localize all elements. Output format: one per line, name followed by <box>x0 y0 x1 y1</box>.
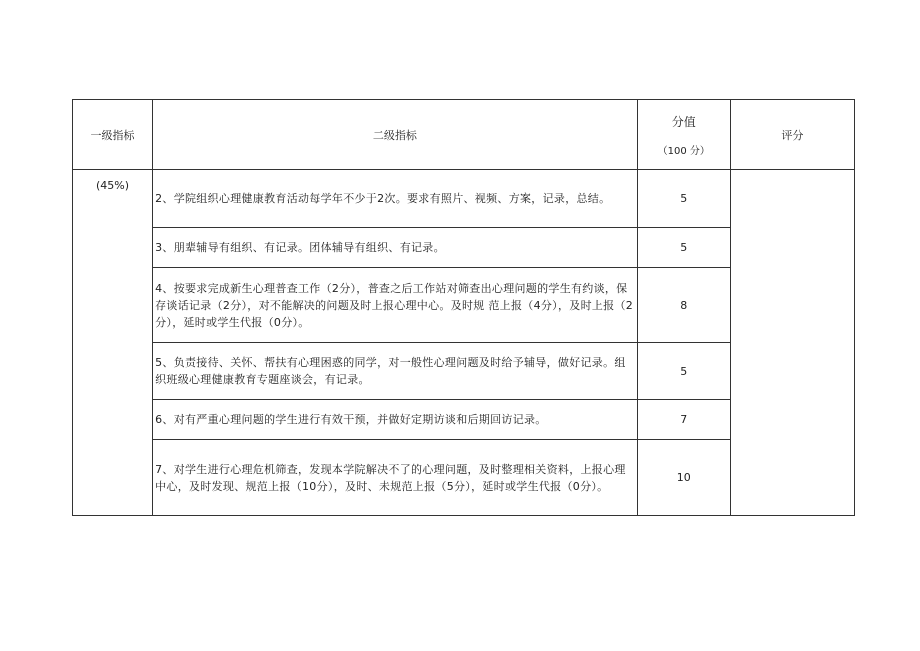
header-row <box>73 100 855 170</box>
header-level2: 二级指标 <box>153 100 638 170</box>
rating-cell[interactable] <box>730 170 854 516</box>
criterion-text: 6、对有严重心理问题的学生进行有效干预，并做好定期访谈和后期回访记录。 <box>153 400 638 440</box>
header-rating: 评分 <box>730 100 854 170</box>
criterion-points: 5 <box>637 228 730 268</box>
header-score <box>637 100 730 170</box>
header-score-label: 分值 <box>671 114 696 129</box>
scoring-table <box>72 99 855 516</box>
criterion-text: 3、朋辈辅导有组织、有记录。团体辅导有组织、有记录。 <box>153 228 638 268</box>
header-level1: 一级指标 <box>73 100 153 170</box>
criterion-text: 4、按要求完成新生心理普查工作（2分），普查之后工作站对筛查出心理问题的学生有约谈，保存谈话记录（2分），对不能解决的问题及时上报心理中心。及时规 范上报（4分），及时上报（2分），延时或学生代报（0分）。 <box>153 268 638 343</box>
criterion-points: 5 <box>637 170 730 228</box>
criterion-text: 5、负责接待、关怀、帮扶有心理困惑的同学，对一般性心理问题及时给予辅导，做好记录。组织班级心理健康教育专题座谈会，有记录。 <box>153 343 638 400</box>
criterion-text: 2、学院组织心理健康教育活动每学年不少于2次。要求有照片、视频、方案，记录，总结。 <box>153 170 638 228</box>
criterion-text: 7、对学生进行心理危机筛查，发现本学院解决不了的心理问题，及时整理相关资料，上报心理中心，及时发现、规范上报（10分），及时、未规范上报（5分），延时或学生代报（0分）。 <box>153 440 638 516</box>
criterion-points: 8 <box>637 268 730 343</box>
criterion-points: 7 <box>637 400 730 440</box>
header-score-total: （100 分） <box>657 145 710 157</box>
table-row <box>73 170 855 228</box>
criterion-points: 5 <box>637 343 730 400</box>
level1-weight: (45%) <box>73 170 153 516</box>
criterion-points: 10 <box>637 440 730 516</box>
